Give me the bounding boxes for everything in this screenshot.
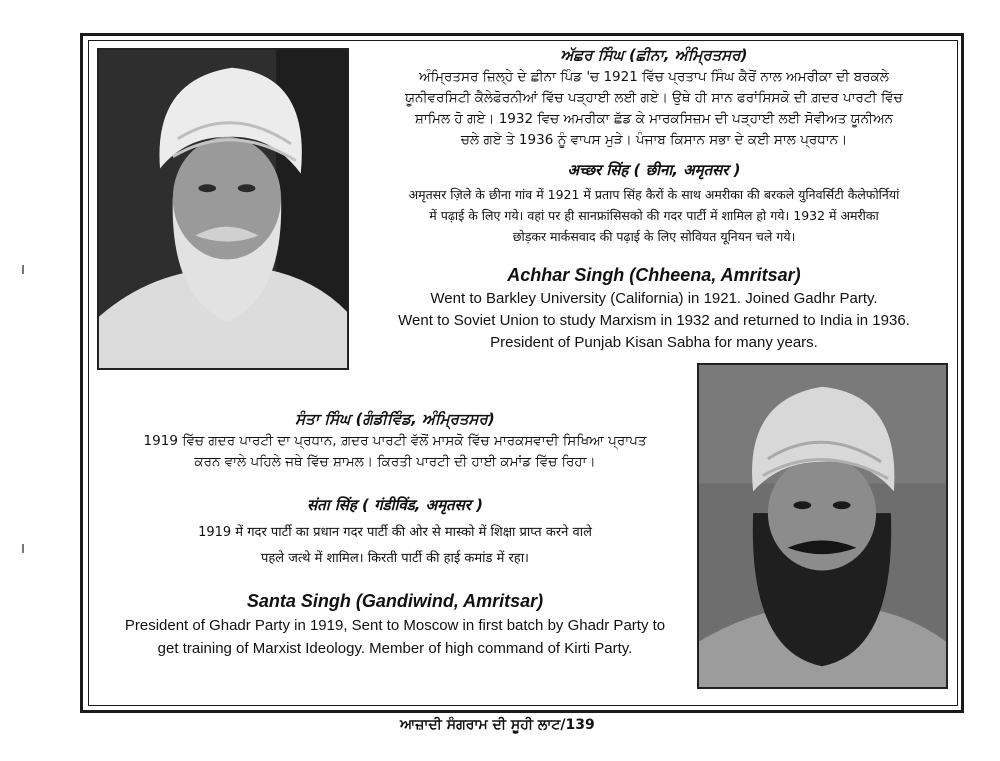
bio1-punjabi-line: ਚਲੇ ਗਏ ਤੇ 1936 ਨੂੰ ਵਾਪਸ ਮੁੜੇ। ਪੰਜਾਬ ਕਿਸਾਨ ਸਭਾ ਦੇ ਕਈ ਸਾਲ ਪ੍ਰਧਾਨ। — [460, 132, 848, 149]
scan-mark — [22, 265, 24, 274]
bio1-english — [352, 262, 956, 353]
bio1-english-title: Achhar Singh (Chheena, Amritsar) — [507, 265, 801, 285]
bio2-english — [98, 588, 692, 660]
bio1-english-line: Went to Soviet Union to study Marxism in 1932 and returned to India in 1936. — [398, 311, 910, 329]
bio1-hindi-line: अमृतसर ज़िले के छीना गांव में 1921 में प्रताप सिंह कैरों के साथ अमरीका की बरकले युनिवर्सिटी कैलेफोर्नियां — [408, 186, 900, 202]
bio2-english-line: President of Ghadr Party in 1919, Sent to Moscow in first batch by Ghadr Party to — [124, 617, 666, 634]
bio1-punjabi-title: ਅੱਛਰ ਸਿੰਘ (ਛੀਨਾ, ਅੰਮ੍ਰਿਤਸਰ) — [560, 46, 748, 64]
bio2-hindi-line: पहले जत्थे में शामिल। किरती पार्टी की हाई कमांड में रहा। — [260, 551, 529, 566]
portrait-santa-singh — [697, 363, 948, 689]
bio1-punjabi-line: ਸ਼ਾਮਿਲ ਹੋ ਗਏ। 1932 ਵਿਚ ਅਮਰੀਕਾ ਛੱਡ ਕੇ ਮਾਰਕਸਿਜ਼ਮ ਦੀ ਪੜ੍ਹਾਈ ਲਈ ਸੋਵੀਅਤ ਯੂਨੀਅਨ — [414, 111, 894, 128]
bio2-hindi-title: संता सिंह ( गंडीविंड, अमृतसर ) — [307, 496, 483, 514]
bio1-hindi — [352, 158, 956, 247]
bio2-punjabi-title: ਸੰਤਾ ਸਿੰਘ (ਗੰਡੀਵਿੰਡ, ਅੰਮ੍ਰਿਤਸਰ) — [295, 410, 495, 428]
bio2-hindi-line: 1919 में गदर पार्टी का प्रधान गदर पार्टी की ओर से मास्को में शिक्षा प्राप्त करने वाले — [198, 525, 592, 540]
bio1-hindi-line: में पढ़ाई के लिए गये। वहां पर ही सानफ्रांसिसको की गदर पार्टी में शामिल हो गये। 1932 में अमरीका — [429, 207, 879, 223]
bio1-english-line: President of Punjab Kisan Sabha for many years. — [490, 333, 818, 351]
bio1-english-line: Went to Barkley University (California) in 1921. Joined Gadhr Party. — [430, 290, 878, 308]
bio2-hindi — [98, 490, 692, 572]
bio2-punjabi — [98, 408, 692, 473]
bio1-hindi-line: छोड़कर मार्कसवाद की पढ़ाई के लिए सोवियत यूनियन चले गये। — [512, 229, 796, 244]
bio2-english-line: get training of Marxist Ideology. Member of high command of Kirti Party. — [157, 639, 633, 657]
bio2-punjabi-line: 1919 ਵਿੱਚ ਗਦਰ ਪਾਰਟੀ ਦਾ ਪ੍ਰਧਾਨ, ਗ਼ਦਰ ਪਾਰਟੀ ਵੱਲੋਂ ਮਾਸਕੋ ਵਿੱਚ ਮਾਰਕਸਵਾਦੀ ਸਿਖਿਆ ਪ੍ਰਾਪਤ — [143, 433, 647, 450]
bio1-hindi-title: अच्छर सिंह ( छीना, अमृतसर ) — [567, 161, 741, 179]
bio2-english-title: Santa Singh (Gandiwind, Amritsar) — [246, 591, 544, 611]
bio2-punjabi-line: ਕਰਨ ਵਾਲੇ ਪਹਿਲੇ ਜਥੇ ਵਿੱਚ ਸ਼ਾਮਲ। ਕਿਰਤੀ ਪਾਰਟੀ ਦੀ ਹਾਈ ਕਮਾਂਡ ਵਿੱਚ ਰਿਹਾ। — [194, 454, 596, 471]
page-footer: ਆਜ਼ਾਦੀ ਸੰਗਰਾਮ ਦੀ ਸੂਹੀ ਲਾਟ/139 — [400, 717, 595, 733]
portrait-achhar-singh — [97, 48, 349, 370]
scan-mark — [22, 544, 24, 553]
bio1-punjabi — [352, 44, 956, 151]
bio1-punjabi-line: ਅੰਮ੍ਰਿਤਸਰ ਜ਼ਿਲ੍ਹੇ ਦੇ ਛੀਨਾ ਪਿੰਡ 'ਚ 1921 ਵਿੱਚ ਪ੍ਰਤਾਪ ਸਿੰਘ ਕੈਰੋਂ ਨਾਲ ਅਮਰੀਕਾ ਦੀ ਬਰਕਲੇ — [419, 69, 889, 86]
bio1-punjabi-line: ਯੂਨੀਵਰਸਿਟੀ ਕੈਲੇਫੋਰਨੀਆਂ ਵਿੱਚ ਪੜ੍ਹਾਈ ਲਈ ਗਏ। ਉਥੇ ਹੀ ਸਾਨ ਫਰਾਂਸਿਸਕੋ ਦੀ ਗ਼ਦਰ ਪਾਰਟੀ ਵਿੱਚ — [405, 90, 903, 107]
